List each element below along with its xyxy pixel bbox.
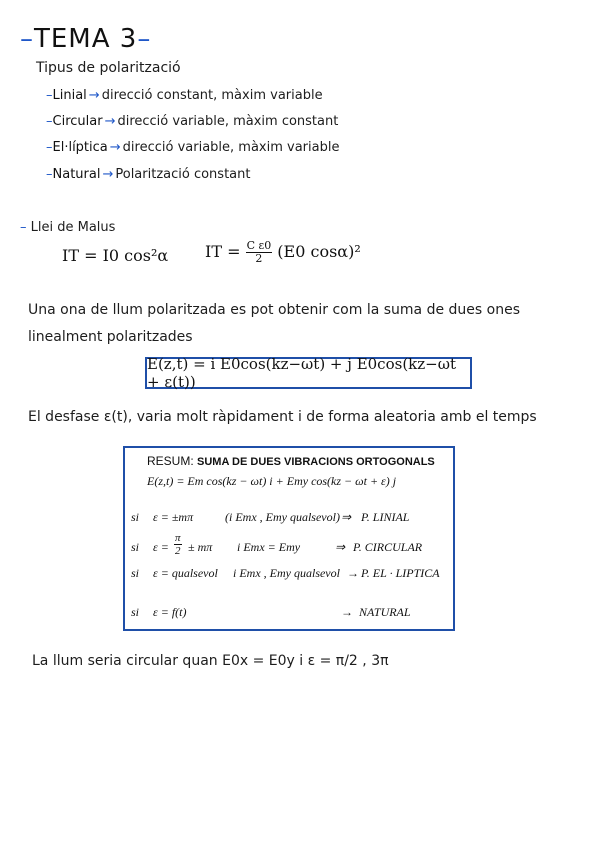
- page-title: [20, 24, 151, 54]
- malus-heading: [20, 220, 115, 235]
- fraction-denominator: 2: [255, 252, 263, 265]
- polarization-item: [46, 88, 323, 103]
- title-text: TEMA 3: [34, 24, 138, 54]
- summary-equation: E(z,t) = Em cos(kz − ωt) i + Emy cos(kz − ωt + ε) j: [147, 474, 397, 488]
- summary-row: [125, 566, 455, 584]
- summary-box: [123, 446, 455, 631]
- bullet-dash: –: [46, 88, 53, 103]
- bullet-dash: –: [46, 140, 53, 155]
- polarization-desc: direcció variable, màxim constant: [117, 114, 339, 129]
- polarization-item: [46, 140, 339, 155]
- summary-row: [125, 532, 455, 562]
- polarization-item: [46, 167, 250, 182]
- row-si: si: [131, 510, 140, 524]
- row-extra: i Emx = Emy: [237, 540, 301, 554]
- row-condition-pre: ε =: [153, 540, 169, 554]
- arrow-icon: →: [102, 167, 114, 182]
- row-arrow: →: [341, 605, 353, 619]
- paragraph-line: Una ona de llum polaritzada es pot obtenir com la suma de dues ones: [28, 302, 520, 318]
- polarization-kind: Linial: [52, 88, 87, 103]
- row-arrow: →: [347, 566, 359, 580]
- summary-title: SUMA DE DUES VIBRACIONS ORTOGONALS: [197, 456, 435, 468]
- row-si: si: [131, 566, 140, 580]
- paragraph-line: linealment polaritzades: [28, 329, 193, 345]
- conclusion-line: La llum seria circular quan E0x = E0y i ε = π/2 , 3π: [32, 653, 389, 669]
- polarization-desc: Polarització constant: [115, 167, 251, 182]
- row-fraction: [174, 532, 182, 557]
- polarization-item: [46, 114, 338, 129]
- row-result: P. EL · LIPTICA: [361, 566, 440, 580]
- paragraph-line: El desfase ε(t), varia molt ràpidament i de forma aleatoria amb el temps: [28, 409, 537, 425]
- summary-heading: [147, 454, 435, 468]
- row-condition: ε = ±mπ: [153, 510, 194, 524]
- summary-label: RESUM:: [147, 454, 194, 468]
- polarization-desc: direcció variable, màxim variable: [122, 140, 340, 155]
- row-result: P. LINIAL: [361, 510, 410, 524]
- title-dash-left: –: [20, 24, 34, 54]
- malus-heading-text: Llei de Malus: [30, 220, 116, 235]
- fraction-numerator: C ε0: [246, 239, 272, 252]
- arrow-icon: →: [88, 88, 100, 103]
- row-extra: (i Emx , Emy qualsevol): [225, 510, 340, 524]
- malus-fraction: [246, 240, 273, 265]
- row-result: P. CIRCULAR: [353, 540, 423, 554]
- malus-formula-2-rest: (E0 cosα)²: [277, 242, 361, 261]
- polarization-heading: Tipus de polarització: [36, 60, 181, 76]
- row-arrow: ⇒: [335, 540, 346, 554]
- row-extra: i Emx , Emy qualsevol: [233, 566, 340, 580]
- fraction-denominator: 2: [175, 545, 181, 557]
- polarization-kind: Natural: [52, 167, 101, 182]
- row-arrow: ⇒: [341, 510, 352, 524]
- fraction-numerator: π: [175, 532, 181, 544]
- summary-row: [125, 605, 455, 623]
- wave-equation-box: [145, 357, 472, 389]
- row-result: NATURAL: [359, 605, 411, 619]
- row-si: si: [131, 540, 140, 554]
- polarization-kind: Circular: [52, 114, 103, 129]
- malus-formula-2: [205, 240, 361, 265]
- row-condition-post: ± mπ: [188, 540, 213, 554]
- bullet-dash: –: [46, 167, 53, 182]
- malus-formula-1: IT = I0 cos²α: [62, 246, 169, 265]
- malus-formula-2-lhs: IT =: [205, 242, 241, 261]
- row-condition: ε = qualsevol: [153, 566, 218, 580]
- bullet-dash: –: [20, 220, 27, 235]
- polarization-desc: direcció constant, màxim variable: [101, 88, 323, 103]
- title-dash-right: –: [137, 24, 152, 54]
- row-si: si: [131, 605, 140, 619]
- row-condition: ε = f(t): [153, 605, 187, 619]
- polarization-kind: El·líptica: [52, 140, 108, 155]
- arrow-icon: →: [104, 114, 116, 129]
- summary-row: [125, 510, 455, 528]
- bullet-dash: –: [46, 114, 53, 129]
- wave-equation: E(z,t) = i E0cos(kz−ωt) + j E0cos(kz−ωt + ε(t)): [147, 355, 456, 391]
- arrow-icon: →: [109, 140, 121, 155]
